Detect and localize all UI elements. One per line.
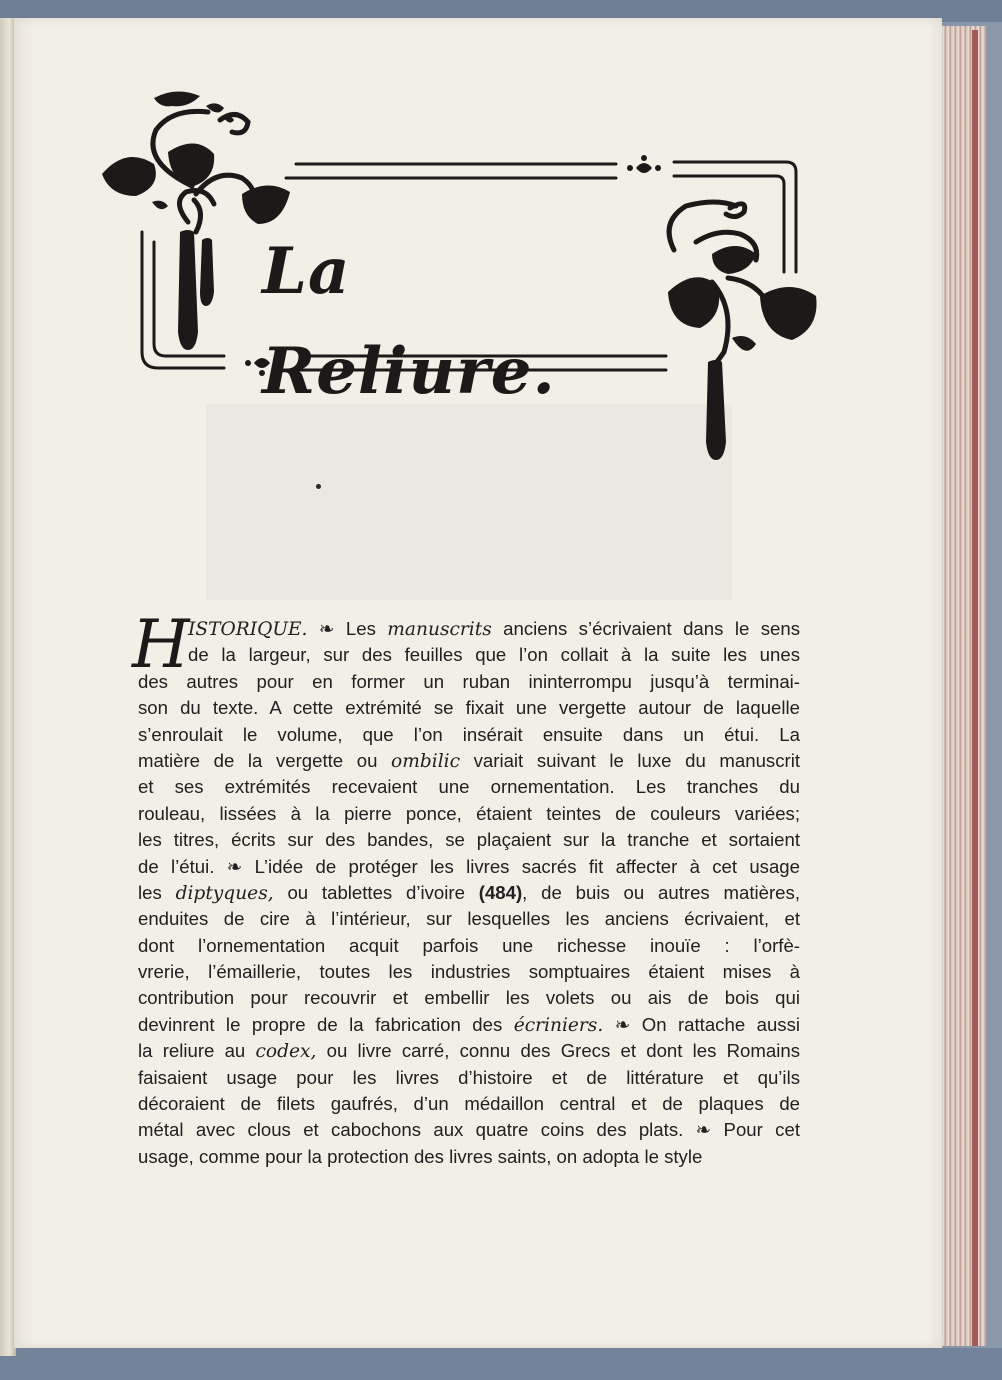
text-line	[188, 616, 800, 642]
right-page-edges	[940, 26, 986, 1346]
text-line	[138, 985, 800, 1011]
text-line	[188, 642, 800, 668]
text-run: de la largeur, sur des feuilles que l’on collait à la suite les unes	[188, 644, 800, 666]
text-run: dont l’ornementation acquit parfois une richesse inouïe : l’orfè-	[138, 934, 800, 956]
book-cover-bottom	[0, 1348, 1002, 1380]
italic-term: manuscrits	[387, 619, 492, 640]
text-line	[138, 827, 800, 853]
text-line	[138, 748, 800, 774]
text-run: ❧ On rattache aussi	[603, 1013, 801, 1035]
text-line	[138, 669, 800, 695]
text-run: son du texte. A cette extrémité se fixait une vergette autour de laquelle	[138, 697, 800, 719]
text-run: faisaient usage pour les livres d’histoire et de littérature et qu’ils	[138, 1066, 800, 1088]
drop-cap: H	[132, 606, 190, 683]
text-run: les titres, écrits sur des bandes, se plaçaient sur la tranche et sortaient	[138, 829, 800, 851]
text-run: variait suivant le luxe du manuscrit	[460, 749, 800, 771]
text-run: devinrent le propre de la fabrication des	[138, 1013, 514, 1035]
text-run: contribution pour recouvrir et embellir les volets ou ais de bois qui	[138, 987, 800, 1009]
text-run: enduites de cire à l’intérieur, sur lesquelles les anciens écrivaient, et	[138, 908, 800, 930]
text-run: métal avec clous et cabochons aux quatre coins des plats. ❧ Pour cet	[138, 1119, 800, 1141]
italic-term: ISTORIQUE.	[188, 619, 308, 640]
figure-reference: (484)	[478, 881, 523, 903]
text-run: usage, comme pour la protection des livres saints, on adopta le style	[138, 1145, 703, 1167]
text-line	[138, 722, 800, 748]
ink-speck	[316, 484, 321, 489]
text-line	[138, 1012, 800, 1038]
historique-paragraph	[132, 606, 801, 1170]
text-line	[138, 906, 800, 932]
text-run: de l’étui. ❧ L’idée de protéger les livres sacrés fit affecter à cet usage	[138, 855, 800, 877]
text-line	[138, 854, 800, 880]
italic-term: écriniers.	[513, 1014, 604, 1036]
text-line	[138, 880, 800, 906]
red-edge-stripe	[972, 30, 978, 1346]
text-run: rouleau, lissées à la pierre ponce, étaient teintes de couleurs variées;	[138, 802, 800, 824]
text-run: , de buis ou autres matières,	[522, 881, 800, 903]
text-line	[138, 695, 800, 721]
text-run: ou tablettes d’ivoire	[273, 881, 479, 903]
text-run: et ses extrémités recevaient une ornementation. Les tranches du	[138, 776, 800, 798]
text-run: ou livre carré, connu des Grecs et dont les Romains	[316, 1040, 800, 1062]
text-run: vrerie, l’émaillerie, toutes les industries somptuaires étaient mises à	[138, 961, 800, 983]
text-run: décoraient de filets gaufrés, d’un médaillon central et de plaques de	[138, 1093, 800, 1115]
italic-term: ombilic	[391, 750, 461, 772]
page-title: La Reliure.	[262, 234, 556, 409]
text-run: anciens s’écrivaient dans le sens	[491, 618, 800, 639]
italic-term: codex,	[255, 1041, 317, 1063]
italic-term: diptyques,	[175, 882, 274, 904]
text-run: des autres pour en former un ruban ininterrompu jusqu’à terminai-	[138, 670, 800, 692]
text-line	[138, 801, 800, 827]
text-run: s’enroulait le volume, que l’on insérait ensuite dans un étui. La	[138, 723, 800, 745]
text-run: la reliure au	[138, 1040, 256, 1062]
text-line	[138, 1091, 800, 1117]
text-run: matière de la vergette ou	[138, 749, 392, 771]
text-line	[138, 959, 800, 985]
text-line	[138, 1144, 800, 1170]
text-run: les	[138, 881, 176, 903]
text-line	[138, 1117, 800, 1143]
text-run: ❧ Les	[307, 618, 388, 639]
text-line	[138, 774, 800, 800]
text-line	[138, 1038, 800, 1064]
text-line	[138, 1065, 800, 1091]
text-line	[138, 933, 800, 959]
